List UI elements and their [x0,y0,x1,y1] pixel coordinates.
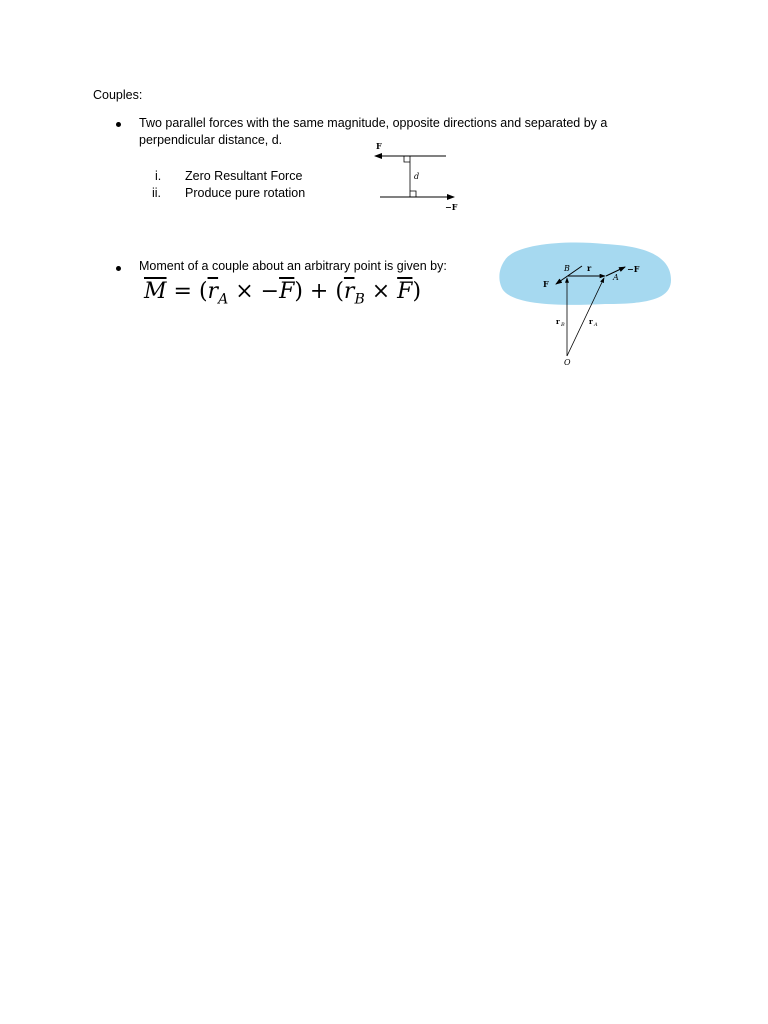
bullet1-line1: Two parallel forces with the same magnitude, opposite directions and separated by a [139,116,608,130]
label-A: A [613,273,619,282]
label-F: F [543,279,549,289]
moment-diagram [495,238,675,370]
bullet1-line2: perpendicular distance, d. [139,133,283,147]
formula-part: × [364,279,398,304]
formula-M: $\overline{M}$ [144,279,167,304]
label-r: r [587,263,592,273]
body-blob [499,243,671,305]
label-negF: −F [627,264,640,274]
formula-part: ) [412,279,422,304]
formula-subA: A [218,291,229,308]
bullet2-text: Moment of a couple about an arbitrary point is given by: [139,259,447,273]
couple-diagram [370,140,470,215]
section-heading: Couples: [93,88,143,102]
label-d: d [414,172,420,181]
formula-F1: $\overline{F}$ [279,279,295,304]
label-rB-sub: B [561,322,565,328]
list-numeral-2: ii. [152,186,162,200]
list-numeral-1: i. [155,169,162,183]
moment-formula [144,279,421,307]
formula-subB: B [354,291,365,308]
right-angle-mark-top [404,156,410,162]
formula-F2: $\overline{F}$ [397,279,413,304]
label-F: F [376,141,382,151]
list-item-1: Zero Resultant Force [185,169,303,183]
list-item-2: Produce pure rotation [185,186,306,200]
formula-rB: $\overline{r}$ [343,279,355,304]
bullet-point [116,122,121,127]
label-O: O [564,358,571,367]
bullet-point [116,266,121,271]
label-rA-sub: A [594,322,598,328]
label-negF: −F [445,202,458,212]
formula-part: ) + ( [294,279,344,304]
right-angle-mark-bottom [410,191,416,197]
formula-part: × − [228,279,280,304]
label-B: B [564,264,570,273]
formula-rA: $\overline{r}$ [207,279,219,304]
label-rA: r [589,317,593,326]
formula-part: = ( [166,279,208,304]
label-rB: r [556,317,560,326]
